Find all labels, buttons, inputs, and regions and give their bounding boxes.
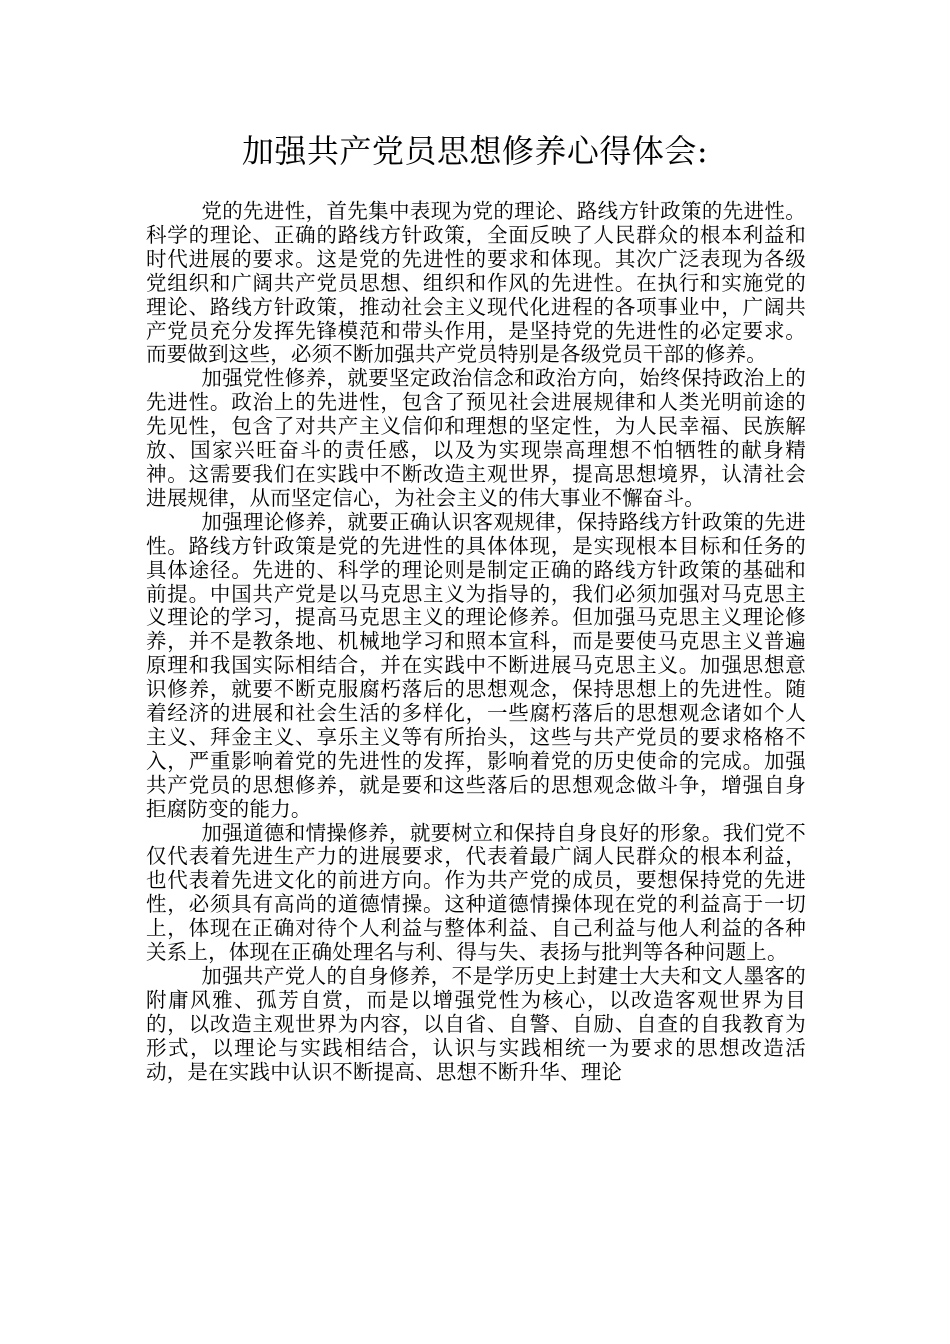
paragraph-2: 加强党性修养，就要坚定政治信念和政治方向，始终保持政治上的先进性。政治上的先进性，包含了预见社会进展规律和人类光明前途的先见性，包含了对共产主义信仰和理想的坚定性，为人民幸福、民族解放、国家兴旺奋斗的责任感，以及为实现崇高理想不怕牺牲的献身精神。这需要我们在实践中不断改造主观世界，提高思想境界，认清社会进展规律，从而坚定信心，为社会主义的伟大事业不懈奋斗。 bbox=[146, 366, 806, 510]
paragraph-1: 党的先进性，首先集中表现为党的理论、路线方针政策的先进性。科学的理论、正确的路线方针政策，全面反映了人民群众的根本利益和时代进展的要求。这是党的先进性的要求和体现。其次广泛表现为各级党组织和广阔共产党员思想、组织和作风的先进性。在执行和实施党的理论、路线方针政策，推动社会主义现代化进程的各项事业中，广阔共产党员充分发挥先锋模范和带头作用，是坚持党的先进性的必定要求。而要做到这些，必须不断加强共产党员特别是各级党员干部的修养。 bbox=[146, 199, 806, 367]
paragraph-4: 加强道德和情操修养，就要树立和保持自身良好的形象。我们党不仅代表着先进生产力的进展要求，代表着最广阔人民群众的根本利益，也代表着先进文化的前进方向。作为共产党的成员，要想保持党的先进性，必须具有高尚的道德情操。这种道德情操体现在党的利益高于一切上，体现在正确对待个人利益与整体利益、自己利益与他人利益的各种关系上，体现在正确处理名与利、得与失、表扬与批判等各种问题上。 bbox=[146, 820, 806, 965]
document-title: 加强共产党员思想修养心得体会: bbox=[241, 132, 709, 170]
paragraph-5: 加强共产党人的自身修养，不是学历史上封建士大夫和文人墨客的附庸风雅、孤芳自赏，而是以增强党性为核心，以改造客观世界为目的，以改造主观世界为内容，以自省、自警、自励、自查的自我教育为形式，以理论与实践相结合，认识与实践相统一为要求的思想改造活动，是在实践中认识不断提高、思想不断升华、理论 bbox=[146, 964, 806, 1084]
document-body bbox=[146, 200, 806, 1085]
paragraph-3: 加强理论修养，就要正确认识客观规律，保持路线方针政策的先进性。路线方针政策是党的先进性的具体体现，是实现根本目标和任务的具体途径。先进的、科学的理论则是制定正确的路线方针政策的基础和前提。中国共产党是以马克思主义为指导的，我们必须加强对马克思主义理论的学习，提高马克思主义的理论修养。但加强马克思主义理论修养，并不是教条地、机械地学习和照本宣科，而是要使马克思主义普遍原理和我国实际相结合，并在实践中不断进展马克思主义。加强思想意识修养，就要不断克服腐朽落后的思想观念，保持思想上的先进性。随着经济的进展和社会生活的多样化，一些腐朽落后的思想观念诸如个人主义、拜金主义、享乐主义等有所抬头，这些与共产党员的要求格格不入，严重影响着党的先进性的发挥，影响着党的历史使命的完成。加强共产党员的思想修养，就是要和这些落后的思想观念做斗争，增强自身拒腐防变的能力。 bbox=[146, 509, 806, 821]
